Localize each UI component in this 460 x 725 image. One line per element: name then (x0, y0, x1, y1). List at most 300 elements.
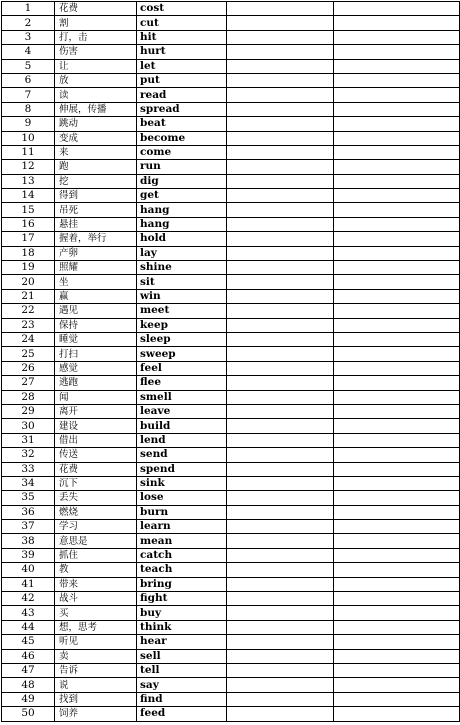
blank-answer-cell (227, 131, 334, 145)
verb-table (1, 1, 460, 722)
table-row (2, 131, 460, 145)
blank-answer-cell (227, 577, 334, 591)
chinese-meaning-cell: 告诉 (55, 663, 137, 677)
table-row (2, 2, 460, 16)
english-verb-cell: win (137, 289, 227, 303)
blank-answer-cell (227, 548, 334, 562)
row-number-cell: 1 (2, 2, 55, 16)
table-row (2, 160, 460, 174)
table-row (2, 476, 460, 490)
table-row (2, 534, 460, 548)
chinese-meaning-cell: 战斗 (55, 592, 137, 606)
chinese-meaning-cell: 想，思考 (55, 620, 137, 634)
blank-answer-cell (227, 649, 334, 663)
english-verb-cell: lend (137, 433, 227, 447)
blank-answer-cell (227, 390, 334, 404)
english-verb-cell: tell (137, 663, 227, 677)
english-verb-cell: catch (137, 548, 227, 562)
blank-answer-cell (227, 448, 334, 462)
row-number-cell: 46 (2, 649, 55, 663)
row-number-cell: 7 (2, 88, 55, 102)
blank-answer-cell (227, 117, 334, 131)
chinese-meaning-cell: 照耀 (55, 261, 137, 275)
table-row (2, 73, 460, 87)
chinese-meaning-cell: 花费 (55, 462, 137, 476)
table-row (2, 246, 460, 260)
chinese-meaning-cell: 伤害 (55, 45, 137, 59)
table-row (2, 174, 460, 188)
blank-answer-cell (227, 663, 334, 677)
blank-answer-cell (227, 534, 334, 548)
table-row (2, 491, 460, 505)
chinese-meaning-cell: 饲养 (55, 707, 137, 721)
row-number-cell: 34 (2, 476, 55, 490)
row-number-cell: 23 (2, 318, 55, 332)
english-verb-cell: burn (137, 505, 227, 519)
blank-answer-cell (227, 678, 334, 692)
table-row (2, 16, 460, 30)
chinese-meaning-cell: 教 (55, 563, 137, 577)
row-number-cell: 19 (2, 261, 55, 275)
row-number-cell: 22 (2, 304, 55, 318)
blank-answer-cell (227, 520, 334, 534)
table-row (2, 318, 460, 332)
chinese-meaning-cell: 伸展，传播 (55, 102, 137, 116)
blank-answer-cell (227, 174, 334, 188)
table-row (2, 145, 460, 159)
english-verb-cell: sleep (137, 332, 227, 346)
table-row (2, 232, 460, 246)
english-verb-cell: meet (137, 304, 227, 318)
chinese-meaning-cell: 买 (55, 606, 137, 620)
table-row (2, 620, 460, 634)
table-row (2, 117, 460, 131)
english-verb-cell: read (137, 88, 227, 102)
blank-answer-cell (334, 275, 460, 289)
chinese-meaning-cell: 保持 (55, 318, 137, 332)
english-verb-cell: get (137, 189, 227, 203)
english-verb-cell: fight (137, 592, 227, 606)
verb-table-body (2, 2, 460, 722)
row-number-cell: 42 (2, 592, 55, 606)
blank-answer-cell (334, 232, 460, 246)
blank-answer-cell (334, 160, 460, 174)
chinese-meaning-cell: 建设 (55, 419, 137, 433)
blank-answer-cell (334, 73, 460, 87)
english-verb-cell: feel (137, 361, 227, 375)
blank-answer-cell (227, 2, 334, 16)
table-row (2, 361, 460, 375)
blank-answer-cell (227, 59, 334, 73)
table-row (2, 592, 460, 606)
blank-answer-cell (334, 246, 460, 260)
table-row (2, 462, 460, 476)
english-verb-cell: hurt (137, 45, 227, 59)
chinese-meaning-cell: 变成 (55, 131, 137, 145)
row-number-cell: 41 (2, 577, 55, 591)
blank-answer-cell (334, 592, 460, 606)
row-number-cell: 16 (2, 217, 55, 231)
blank-answer-cell (227, 491, 334, 505)
table-row (2, 189, 460, 203)
english-verb-cell: run (137, 160, 227, 174)
blank-answer-cell (334, 419, 460, 433)
table-row (2, 448, 460, 462)
blank-answer-cell (334, 663, 460, 677)
english-verb-cell: buy (137, 606, 227, 620)
chinese-meaning-cell: 遇见 (55, 304, 137, 318)
blank-answer-cell (227, 88, 334, 102)
table-row (2, 376, 460, 390)
chinese-meaning-cell: 割 (55, 16, 137, 30)
english-verb-cell: leave (137, 404, 227, 418)
english-verb-cell: keep (137, 318, 227, 332)
english-verb-cell: teach (137, 563, 227, 577)
blank-answer-cell (334, 692, 460, 706)
chinese-meaning-cell: 坐 (55, 275, 137, 289)
english-verb-cell: hang (137, 203, 227, 217)
english-verb-cell: become (137, 131, 227, 145)
chinese-meaning-cell: 读 (55, 88, 137, 102)
chinese-meaning-cell: 打，击 (55, 30, 137, 44)
row-number-cell: 20 (2, 275, 55, 289)
chinese-meaning-cell: 燃烧 (55, 505, 137, 519)
table-row (2, 419, 460, 433)
chinese-meaning-cell: 说 (55, 678, 137, 692)
blank-answer-cell (334, 30, 460, 44)
blank-answer-cell (227, 419, 334, 433)
row-number-cell: 21 (2, 289, 55, 303)
blank-answer-cell (227, 707, 334, 721)
blank-answer-cell (227, 189, 334, 203)
blank-answer-cell (227, 289, 334, 303)
row-number-cell: 26 (2, 361, 55, 375)
chinese-meaning-cell: 挖 (55, 174, 137, 188)
english-verb-cell: let (137, 59, 227, 73)
blank-answer-cell (227, 563, 334, 577)
blank-answer-cell (227, 332, 334, 346)
table-row (2, 563, 460, 577)
english-verb-cell: lay (137, 246, 227, 260)
table-row (2, 649, 460, 663)
english-verb-cell: put (137, 73, 227, 87)
row-number-cell: 37 (2, 520, 55, 534)
blank-answer-cell (334, 462, 460, 476)
blank-answer-cell (227, 304, 334, 318)
blank-answer-cell (334, 678, 460, 692)
english-verb-cell: say (137, 678, 227, 692)
english-verb-cell: find (137, 692, 227, 706)
blank-answer-cell (334, 261, 460, 275)
english-verb-cell: sit (137, 275, 227, 289)
english-verb-cell: shine (137, 261, 227, 275)
english-verb-cell: sweep (137, 347, 227, 361)
table-row (2, 663, 460, 677)
row-number-cell: 45 (2, 635, 55, 649)
blank-answer-cell (334, 203, 460, 217)
chinese-meaning-cell: 离开 (55, 404, 137, 418)
blank-answer-cell (334, 16, 460, 30)
blank-answer-cell (334, 332, 460, 346)
chinese-meaning-cell: 意思是 (55, 534, 137, 548)
english-verb-cell: hang (137, 217, 227, 231)
row-number-cell: 40 (2, 563, 55, 577)
row-number-cell: 38 (2, 534, 55, 548)
chinese-meaning-cell: 传送 (55, 448, 137, 462)
english-verb-cell: smell (137, 390, 227, 404)
blank-answer-cell (334, 361, 460, 375)
english-verb-cell: sell (137, 649, 227, 663)
row-number-cell: 11 (2, 145, 55, 159)
blank-answer-cell (334, 145, 460, 159)
row-number-cell: 9 (2, 117, 55, 131)
blank-answer-cell (227, 160, 334, 174)
row-number-cell: 4 (2, 45, 55, 59)
row-number-cell: 17 (2, 232, 55, 246)
blank-answer-cell (227, 102, 334, 116)
table-row (2, 692, 460, 706)
chinese-meaning-cell: 带来 (55, 577, 137, 591)
table-row (2, 520, 460, 534)
chinese-meaning-cell: 沉下 (55, 476, 137, 490)
table-row (2, 347, 460, 361)
chinese-meaning-cell: 跑 (55, 160, 137, 174)
english-verb-cell: come (137, 145, 227, 159)
row-number-cell: 35 (2, 491, 55, 505)
table-row (2, 261, 460, 275)
blank-answer-cell (334, 563, 460, 577)
blank-answer-cell (227, 45, 334, 59)
blank-answer-cell (334, 189, 460, 203)
english-verb-cell: hold (137, 232, 227, 246)
blank-answer-cell (334, 433, 460, 447)
blank-answer-cell (227, 635, 334, 649)
row-number-cell: 13 (2, 174, 55, 188)
table-row (2, 548, 460, 562)
chinese-meaning-cell: 抓住 (55, 548, 137, 562)
blank-answer-cell (227, 404, 334, 418)
blank-answer-cell (334, 59, 460, 73)
blank-answer-cell (334, 376, 460, 390)
chinese-meaning-cell: 逃跑 (55, 376, 137, 390)
row-number-cell: 44 (2, 620, 55, 634)
row-number-cell: 24 (2, 332, 55, 346)
blank-answer-cell (334, 404, 460, 418)
blank-answer-cell (334, 88, 460, 102)
row-number-cell: 8 (2, 102, 55, 116)
table-row (2, 606, 460, 620)
blank-answer-cell (227, 620, 334, 634)
blank-answer-cell (334, 448, 460, 462)
blank-answer-cell (227, 592, 334, 606)
row-number-cell: 18 (2, 246, 55, 260)
english-verb-cell: spend (137, 462, 227, 476)
table-row (2, 203, 460, 217)
blank-answer-cell (334, 117, 460, 131)
chinese-meaning-cell: 打扫 (55, 347, 137, 361)
row-number-cell: 30 (2, 419, 55, 433)
english-verb-cell: send (137, 448, 227, 462)
english-verb-cell: lose (137, 491, 227, 505)
blank-answer-cell (227, 361, 334, 375)
blank-answer-cell (227, 30, 334, 44)
blank-answer-cell (334, 491, 460, 505)
english-verb-cell: dig (137, 174, 227, 188)
row-number-cell: 3 (2, 30, 55, 44)
chinese-meaning-cell: 赢 (55, 289, 137, 303)
english-verb-cell: learn (137, 520, 227, 534)
table-row (2, 678, 460, 692)
blank-answer-cell (334, 606, 460, 620)
chinese-meaning-cell: 来 (55, 145, 137, 159)
blank-answer-cell (227, 347, 334, 361)
row-number-cell: 28 (2, 390, 55, 404)
blank-answer-cell (334, 548, 460, 562)
table-row (2, 390, 460, 404)
blank-answer-cell (334, 476, 460, 490)
blank-answer-cell (227, 73, 334, 87)
english-verb-cell: build (137, 419, 227, 433)
blank-answer-cell (227, 261, 334, 275)
row-number-cell: 32 (2, 448, 55, 462)
table-row (2, 217, 460, 231)
blank-answer-cell (227, 145, 334, 159)
row-number-cell: 6 (2, 73, 55, 87)
chinese-meaning-cell: 跳动 (55, 117, 137, 131)
blank-answer-cell (334, 217, 460, 231)
table-row (2, 45, 460, 59)
english-verb-cell: bring (137, 577, 227, 591)
english-verb-cell: hear (137, 635, 227, 649)
blank-answer-cell (227, 275, 334, 289)
table-row (2, 505, 460, 519)
table-row (2, 577, 460, 591)
blank-answer-cell (334, 289, 460, 303)
blank-answer-cell (334, 649, 460, 663)
blank-answer-cell (227, 692, 334, 706)
blank-answer-cell (227, 318, 334, 332)
chinese-meaning-cell: 听见 (55, 635, 137, 649)
chinese-meaning-cell: 让 (55, 59, 137, 73)
english-verb-cell: flee (137, 376, 227, 390)
blank-answer-cell (334, 304, 460, 318)
row-number-cell: 39 (2, 548, 55, 562)
row-number-cell: 12 (2, 160, 55, 174)
chinese-meaning-cell: 找到 (55, 692, 137, 706)
english-verb-cell: mean (137, 534, 227, 548)
blank-answer-cell (227, 246, 334, 260)
row-number-cell: 49 (2, 692, 55, 706)
blank-answer-cell (334, 174, 460, 188)
table-row (2, 404, 460, 418)
row-number-cell: 5 (2, 59, 55, 73)
blank-answer-cell (227, 462, 334, 476)
blank-answer-cell (227, 606, 334, 620)
chinese-meaning-cell: 丢失 (55, 491, 137, 505)
table-row (2, 289, 460, 303)
blank-answer-cell (334, 620, 460, 634)
row-number-cell: 43 (2, 606, 55, 620)
row-number-cell: 48 (2, 678, 55, 692)
table-row (2, 707, 460, 721)
blank-answer-cell (334, 45, 460, 59)
table-row (2, 59, 460, 73)
chinese-meaning-cell: 吊死 (55, 203, 137, 217)
blank-answer-cell (227, 376, 334, 390)
chinese-meaning-cell: 借出 (55, 433, 137, 447)
english-verb-cell: spread (137, 102, 227, 116)
chinese-meaning-cell: 产卵 (55, 246, 137, 260)
english-verb-cell: sink (137, 476, 227, 490)
english-verb-cell: cut (137, 16, 227, 30)
row-number-cell: 14 (2, 189, 55, 203)
chinese-meaning-cell: 放 (55, 73, 137, 87)
table-row (2, 433, 460, 447)
row-number-cell: 29 (2, 404, 55, 418)
chinese-meaning-cell: 感觉 (55, 361, 137, 375)
blank-answer-cell (334, 318, 460, 332)
chinese-meaning-cell: 悬挂 (55, 217, 137, 231)
row-number-cell: 2 (2, 16, 55, 30)
blank-answer-cell (334, 520, 460, 534)
blank-answer-cell (227, 476, 334, 490)
blank-answer-cell (334, 534, 460, 548)
table-row (2, 332, 460, 346)
chinese-meaning-cell: 睡觉 (55, 332, 137, 346)
table-row (2, 30, 460, 44)
row-number-cell: 15 (2, 203, 55, 217)
blank-answer-cell (334, 707, 460, 721)
english-verb-cell: think (137, 620, 227, 634)
blank-answer-cell (227, 217, 334, 231)
row-number-cell: 47 (2, 663, 55, 677)
chinese-meaning-cell: 卖 (55, 649, 137, 663)
table-row (2, 88, 460, 102)
chinese-meaning-cell: 学习 (55, 520, 137, 534)
row-number-cell: 36 (2, 505, 55, 519)
blank-answer-cell (334, 102, 460, 116)
blank-answer-cell (227, 433, 334, 447)
table-row (2, 635, 460, 649)
row-number-cell: 50 (2, 707, 55, 721)
blank-answer-cell (334, 505, 460, 519)
english-verb-cell: beat (137, 117, 227, 131)
blank-answer-cell (334, 390, 460, 404)
chinese-meaning-cell: 握着，举行 (55, 232, 137, 246)
blank-answer-cell (227, 203, 334, 217)
english-verb-cell: feed (137, 707, 227, 721)
chinese-meaning-cell: 闻 (55, 390, 137, 404)
row-number-cell: 25 (2, 347, 55, 361)
row-number-cell: 31 (2, 433, 55, 447)
blank-answer-cell (334, 131, 460, 145)
table-row (2, 275, 460, 289)
table-row (2, 304, 460, 318)
table-row (2, 102, 460, 116)
blank-answer-cell (227, 505, 334, 519)
row-number-cell: 27 (2, 376, 55, 390)
blank-answer-cell (334, 347, 460, 361)
chinese-meaning-cell: 得到 (55, 189, 137, 203)
blank-answer-cell (227, 16, 334, 30)
chinese-meaning-cell: 花费 (55, 2, 137, 16)
blank-answer-cell (334, 577, 460, 591)
english-verb-cell: hit (137, 30, 227, 44)
row-number-cell: 10 (2, 131, 55, 145)
blank-answer-cell (334, 2, 460, 16)
blank-answer-cell (227, 232, 334, 246)
blank-answer-cell (334, 635, 460, 649)
